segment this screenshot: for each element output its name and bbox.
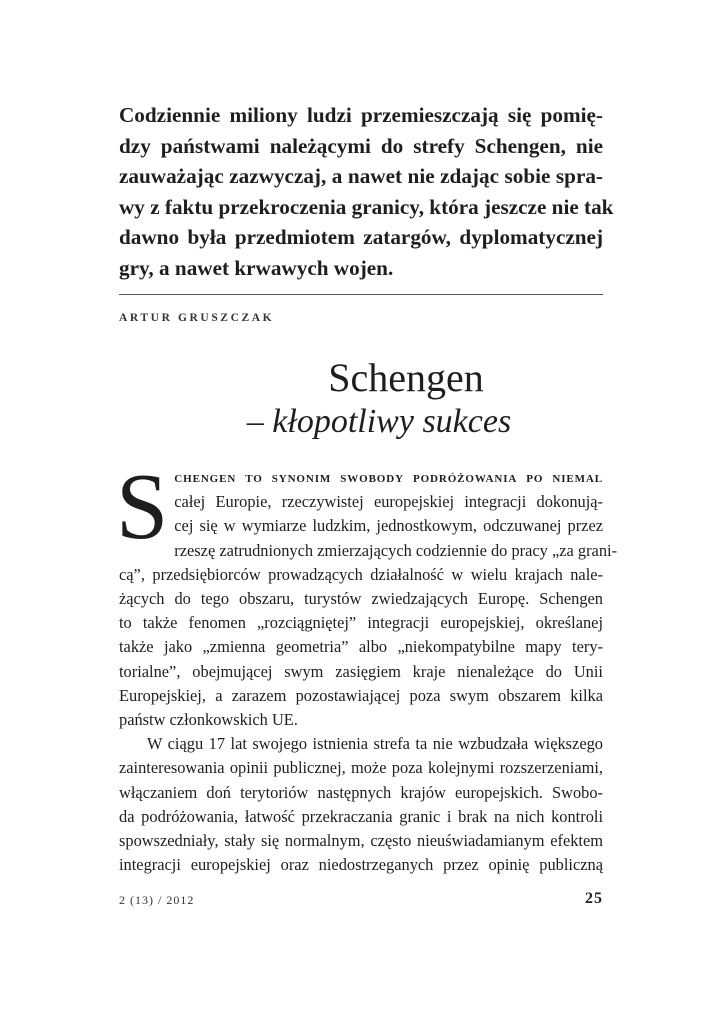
- title-subtitle: – kłopotliwy sukces: [246, 402, 512, 440]
- body-line: żących do tego obszaru, turystów zwiedzających Europę. Schengen: [119, 589, 603, 609]
- body-line: państw członkowskich UE.: [119, 710, 298, 730]
- body-line: rzeszę zatrudnionych zmierzających codziennie do pracy „za grani-: [174, 540, 618, 560]
- page-number: 25: [585, 890, 603, 907]
- body-line: spowszedniały, stały się normalnym, często nieuświadamianym efektem: [119, 831, 603, 851]
- drop-cap: S: [116, 455, 169, 559]
- paragraph-2: [119, 732, 603, 877]
- article-body: [116, 455, 618, 877]
- lead-line: dawno była przedmiotem zatargów, dyplomatycznej: [119, 225, 603, 250]
- lead-line: zauważając zazwyczaj, a nawet nie zdając sobie spra-: [119, 164, 603, 189]
- body-line: Europejskiej, a zarazem pozostawiającej poza swym obszarem kilka: [119, 685, 603, 705]
- divider-rule: [119, 294, 603, 295]
- body-line: zainteresowania opinii publicznej, może poza kolejnymi rozszerzeniami,: [119, 758, 603, 778]
- body-line: cej się w wymiarze ludzkim, jednostkowym, odczuwanej przez: [174, 516, 603, 536]
- paragraph-1: [116, 455, 618, 732]
- lead-line: wy z faktu przekroczenia granicy, która jeszcze nie tak: [119, 194, 614, 219]
- body-line: torialne”, obejmującej swym zasięgiem kraje nienależące do Unii: [119, 661, 603, 681]
- lead-line: Codziennie miliony ludzi przemieszczają się pomię-: [119, 103, 603, 127]
- opening-smallcaps: chengen to synonim swobody podróżowania po niemal: [174, 470, 603, 486]
- body-line: da podróżowania, łatwość przekraczania granic i brak na nich kontroli: [119, 806, 603, 826]
- article-page: [116, 100, 618, 875]
- lead-line: gry, a nawet krwawych wojen.: [119, 255, 394, 280]
- lead-paragraph: [119, 100, 614, 284]
- title-main: Schengen: [328, 354, 484, 400]
- body-line: także jako „zmienna geometria” albo „niekompatybilne mapy tery-: [119, 637, 603, 657]
- issue-number: 2 (13) / 2012: [119, 893, 195, 907]
- body-line: W ciągu 17 lat swojego istnienia strefa ta nie wzbudzała większego: [147, 734, 603, 754]
- author-name: ARTUR GRUSZCZAK: [119, 311, 275, 324]
- article-title: [119, 356, 603, 442]
- body-line: integracji europejskiej oraz niedostrzeganych przez opinię publiczną: [119, 855, 603, 875]
- body-line: cą”, przedsiębiorców prowadzących działalność w wielu krajach nale-: [119, 564, 603, 584]
- body-line: włączaniem doń terytoriów następnych krajów europejskich. Swobo-: [119, 782, 603, 802]
- lead-line: dzy państwami należącymi do strefy Schengen, nie: [119, 133, 603, 158]
- body-line: całej Europie, rzeczywistej europejskiej integracji dokonują-: [174, 492, 603, 512]
- body-line: to także fenomen „rozciągniętej” integracji europejskiej, określanej: [119, 613, 603, 633]
